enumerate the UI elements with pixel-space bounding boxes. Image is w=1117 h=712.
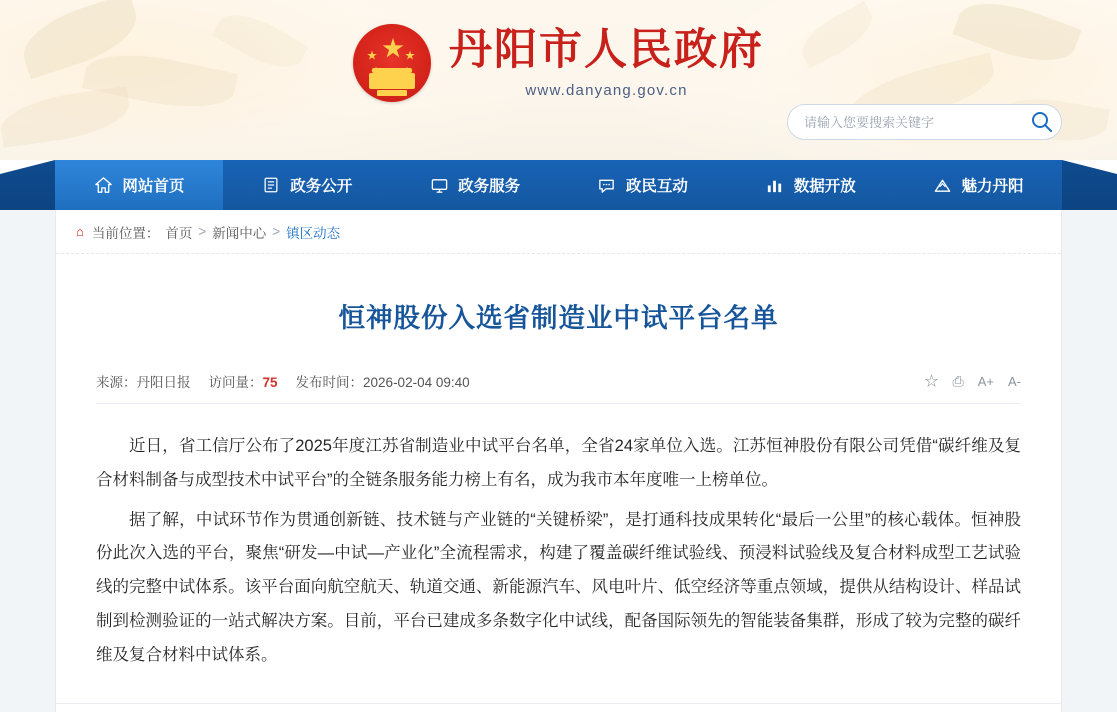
search-input[interactable] (804, 115, 1027, 130)
emblem-star: ★ (367, 51, 377, 62)
emblem-gate (369, 73, 415, 89)
emblem-star: ★ (405, 51, 415, 62)
nav-item-label: 数据开放 (793, 178, 856, 195)
breadcrumb-label: 当前位置： (91, 225, 160, 241)
article-views (209, 371, 278, 391)
content-divider (56, 703, 1061, 704)
nav-item-label: 政务公开 (290, 178, 353, 195)
main-navigation (0, 160, 1117, 210)
nav-item-label: 政务服务 (458, 178, 521, 195)
article-publish-label: 发布时间： (295, 375, 364, 390)
nav-item-government-services[interactable] (391, 160, 559, 210)
site-header (0, 0, 1117, 160)
nav-item-home[interactable] (55, 160, 223, 210)
breadcrumb-separator: > (198, 224, 207, 239)
article-paragraph: 近日，省工信厅公布了2025年度江苏省制造业中试平台名单，全省24家单位入选。江苏恒神股份有限公司凭借“碳纤维及复合材料制备与成型技术中试平台”的全链条服务能力榜上有名，成为我市本年度唯一上榜单位。 (96, 437, 1021, 489)
article-views-value: 75 (262, 375, 278, 390)
nav-item-government-affairs[interactable] (223, 160, 391, 210)
font-decrease-icon[interactable]: A- (1008, 373, 1021, 389)
national-emblem-icon (353, 24, 431, 102)
bar-chart-icon (765, 175, 785, 195)
content-sheet (55, 210, 1062, 712)
article (56, 296, 1061, 673)
chat-icon (597, 175, 617, 195)
monitor-icon (429, 175, 449, 195)
article-content (96, 430, 1021, 673)
page-body (0, 210, 1117, 712)
site-brand[interactable] (0, 24, 1117, 102)
breadcrumb-item-town-news[interactable]: 镇区动态 (286, 225, 341, 241)
emblem-star: ★ (382, 36, 405, 61)
nav-item-public-interaction[interactable] (558, 160, 726, 210)
print-icon[interactable]: ⎙ (952, 372, 964, 389)
article-publish-value: 2026-02-04 09:40 (363, 375, 470, 390)
article-source-label: 来源： (96, 375, 137, 390)
article-source (96, 371, 191, 391)
page-title: 恒神股份入选省制造业中试平台名单 (338, 303, 779, 333)
nav-item-open-data[interactable] (726, 160, 894, 210)
nav-item-label: 魅力丹阳 (961, 178, 1024, 195)
breadcrumb-item-home[interactable]: 首页 (165, 225, 193, 241)
article-meta-row (96, 371, 1021, 404)
nav-item-label: 网站首页 (122, 178, 185, 195)
nav-item-charming-danyang[interactable] (894, 160, 1062, 210)
breadcrumb-separator: > (272, 224, 281, 239)
article-tools (925, 371, 1021, 391)
search-icon (1029, 109, 1055, 135)
article-paragraph: 据了解，中试环节作为贯通创新链、技术链与产业链的“关键桥梁”，是打通科技成果转化“最后一公里”的核心载体。恒神股份此次入选的平台，聚焦“研发—中试—产业化”全流程需求，构建了覆盖碳纤维试验线、预浸料试验线及复合材料成型工艺试验线的完整中试体系。该平台面向航空航天、轨道交通、新能源汽车、风电叶片、低空经济等重点领域，提供从结构设计、样品试制到检测验证的一站式解决方案。目前，平台已建成多条数字化中试线，配备国际领先的智能装备集群，形成了较为完整的碳纤维及复合材料中试体系。 (96, 510, 1021, 664)
article-meta (96, 371, 470, 391)
document-icon (261, 175, 281, 195)
favorite-icon[interactable]: ☆ (924, 373, 939, 389)
article-views-label: 访问量： (208, 375, 263, 390)
breadcrumb-item-news-center[interactable]: 新闻中心 (212, 225, 267, 241)
article-source-value: 丹阳日报 (136, 375, 191, 390)
site-url: www.danyang.gov.cn (525, 82, 688, 100)
home-small-icon: ⌂ (76, 224, 84, 239)
search-box[interactable] (787, 104, 1062, 140)
font-increase-icon[interactable]: A+ (977, 373, 994, 389)
article-publish-time (296, 371, 470, 391)
site-title: 丹阳市人民政府 (449, 24, 764, 75)
breadcrumb (56, 210, 1061, 254)
nav-item-label: 政民互动 (625, 178, 688, 195)
search-button[interactable] (1027, 107, 1057, 137)
home-icon (93, 175, 113, 195)
mountain-icon (933, 175, 953, 195)
